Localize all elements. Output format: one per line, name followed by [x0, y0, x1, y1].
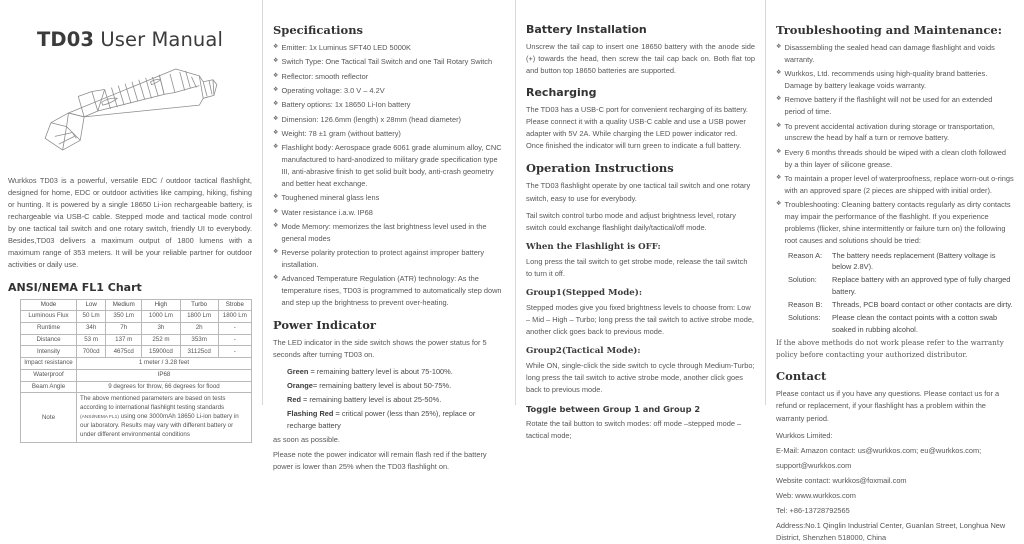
level-label: Green — [287, 367, 309, 376]
group1-text: Stepped modes give you fixed brightness levels to choose from: Low – Mid – High – Turbo; long press the tail switch to active strobe mode, another click goes back to previous mode. — [526, 302, 754, 336]
reason-text: Please clean the contact points with a cotton swab soaked in rubbing alcohol. — [832, 313, 998, 335]
list-item: ❖ Switch Type: One Tactical Tail Switch and one Tail Rotary Switch — [273, 56, 505, 68]
reason-label: Reason B: — [788, 300, 823, 310]
list-item: ❖ Toughened mineral glass lens — [273, 192, 505, 204]
list-item: ❖ Dimension: 126.6mm (length) x 28mm (head diameter) — [273, 114, 505, 126]
reason-text: Threads, PCB board contact or other contacts are dirty. — [832, 300, 1013, 310]
cell: 137 m — [106, 334, 142, 346]
col-high: High — [142, 299, 180, 311]
col-low: Low — [77, 299, 106, 311]
specifications-list — [273, 42, 505, 309]
toggle-groups-text: Rotate the tail button to switch modes: off mode –stepped mode – tactical mode; — [526, 419, 742, 441]
troubleshooting-heading: Troubleshooting and Maintenance: — [776, 23, 1002, 37]
cell: 7h — [106, 322, 142, 334]
cell: 34h — [77, 322, 106, 334]
power-level-red — [273, 394, 505, 406]
level-label: Orange — [287, 380, 313, 390]
col-strobe: Strobe — [218, 299, 251, 311]
power-indicator-heading: Power Indicator — [273, 317, 376, 332]
cell: 1 meter / 3.28 feet — [77, 358, 252, 370]
row-label: Impact resistance — [21, 358, 77, 370]
list-item: ❖ Reflector: smooth reflector — [273, 71, 505, 83]
note-text-2: using one 3000mAh 18650 Li-ion battery in our laboratory. Results may vary with different battery or under different environmental conditions — [80, 413, 239, 439]
row-label: Distance — [21, 334, 77, 346]
troubleshooting-list — [776, 42, 1014, 247]
list-item: ❖ Troubleshooting: Cleaning battery contacts regularly as dirty contacts may impair the performance of the flashlight. If you experience problems (flicker, shine intermittently or failure turn on) the following root causes and solutions should be tried: — [776, 199, 1014, 246]
col-turbo: Turbo — [180, 299, 218, 311]
cell: 350 Lm — [106, 311, 142, 323]
note-text-1: The above mentioned parameters are based on tests according to international flashlight testing standards — [80, 395, 226, 412]
level-text: = remaining battery level is about 50-75%. — [312, 380, 452, 390]
reason-row — [788, 274, 1014, 298]
column-operation — [515, 0, 765, 441]
cell: 2h — [180, 322, 218, 334]
toggle-groups-heading: Toggle between Group 1 and Group 2 — [526, 404, 701, 415]
cell: 3h — [142, 322, 180, 334]
cell: 700cd — [77, 346, 106, 358]
title-rest: User Manual — [100, 28, 223, 51]
cell: - — [218, 322, 251, 334]
list-item: ❖ Battery options: 1x 18650 Li-Ion battery — [273, 99, 505, 111]
list-item: ❖ Reverse polarity protection to protect against improper battery installation. — [273, 247, 505, 271]
page-title — [8, 28, 252, 51]
cell: 1800 Lm — [218, 311, 251, 323]
power-indicator-tail: as soon as possible. — [273, 434, 340, 444]
row-label: Intensity — [21, 346, 77, 358]
cell: 1800 Lm — [180, 311, 218, 323]
contact-tel: Tel: +86-13728792565 — [776, 505, 850, 515]
reason-text: The battery needs replacement (Battery voltage is below 2.8V). — [832, 250, 996, 272]
power-level-flashing-red — [273, 408, 505, 432]
ansi-chart-heading: ANSI/NEMA FL1 Chart — [8, 280, 142, 294]
table-header-row — [21, 299, 252, 311]
level-text: = remaining battery level is about 75-100%. — [310, 367, 453, 376]
power-level-orange — [273, 380, 505, 392]
list-item: ❖ Advanced Temperature Regulation (ATR) technology: As the temperature rises, TD03 is programmed to automatically step down and step up the brightness to prevent over-heating. — [273, 273, 505, 309]
group1-heading: Group1(Stepped Mode): — [526, 287, 642, 298]
cell: 9 degrees for throw, 66 degrees for flood — [77, 381, 252, 393]
reason-row — [788, 312, 1014, 336]
reason-row — [788, 250, 1014, 274]
operation-p1: The TD03 flashlight operate by one tactical tail switch and one rotary switch, easy to use for everybody. — [526, 181, 751, 203]
column-specifications — [262, 0, 515, 472]
contact-email-support: support@wurkkos.com — [776, 460, 852, 470]
list-item: ❖ Flashlight body: Aerospace grade 6061 grade aluminum alloy, CNC manufactured to hard-anodized to military grade specification type III, anti-abrasive finish to get solid built body, anti-crash geometry and better heat exchange. — [273, 142, 505, 189]
contact-paragraph: Please contact us if you have any questions. Please contact us for a refund or replacement, if your flashlight has a problem within the warranty period. — [776, 389, 1000, 423]
reason-row — [788, 299, 1014, 311]
cell: 353m — [180, 334, 218, 346]
power-indicator-intro: The LED indicator in the side switch shows the power status for 5 seconds after turning TD03 on. — [273, 337, 487, 359]
list-item: ❖ Mode Memory: memorizes the last brightness level used in the general modes — [273, 221, 505, 245]
reason-label: Solution: — [788, 275, 817, 285]
troubleshooting-reasons — [776, 250, 1014, 337]
table-row — [21, 322, 252, 334]
list-item: ❖ Water resistance i.a.w. IP68 — [273, 207, 505, 219]
power-level-green — [273, 366, 505, 378]
table-row — [21, 334, 252, 346]
list-item: ❖ To maintain a proper level of waterproofness, replace worn-out o-rings with an approved spare (2 pieces are shipped with initial order). — [776, 173, 1014, 197]
troubleshooting-closing: If the above methods do not work please refer to the warranty policy before contacting your authorized distributor. — [776, 338, 1004, 359]
flashlight-off-text: Long press the tail switch to get strobe mode, release the tail switch to turn it off. — [526, 256, 748, 278]
cell: 50 Lm — [77, 311, 106, 323]
list-item: ❖ Remove battery if the flashlight will not be used for an extended period of time. — [776, 94, 1014, 118]
contact-company: Wurkkos Limited: — [776, 430, 833, 440]
list-item: ❖ To prevent accidental activation during storage or transportation, unscrew the head by half a turn or remove battery. — [776, 121, 1014, 145]
level-label: Flashing Red — [287, 408, 334, 418]
ansi-fl1-table — [20, 299, 252, 444]
level-text: = remaining battery level is about 25-50%. — [303, 394, 442, 404]
intro-paragraph: Wurkkos TD03 is a powerful, versatile EDC / outdoor tactical flashlight, designed for home, EDC or outdoor activities like camping, hiking, fishing or hunting. It is powered by a single 18650 Li-ion rechargeable battery, is rechargeable via USB-C cable. Stepped mode and tactical mode control by one tactical tail switch and one rotary switch, friendly UI to everybody. Besides,TD03 delivers a maximum output of 1800 lumens with a maximum range of 353 meters. It will be your reliable partner for outdoor activities or daily use. — [8, 176, 252, 270]
cell: 15900cd — [142, 346, 180, 358]
battery-installation-heading: Battery Installation — [526, 23, 647, 36]
col-medium: Medium — [106, 299, 142, 311]
contact-web: Web: www.wurkkos.com — [776, 490, 856, 500]
recharging-text: The TD03 has a USB-C port for convenient recharging of its battery. Please connect it with a quality USB-C cable and use a USB power adapter with 5V 2A. While charging the LED power indicator red. Once finished the indicator will turn green to indicate a full battery. — [526, 105, 748, 151]
group2-heading: Group2(Tactical Mode): — [526, 346, 641, 356]
table-row — [21, 346, 252, 358]
flashlight-off-heading: When the Flashlight is OFF: — [526, 241, 661, 252]
cell: 1000 Lm — [142, 311, 180, 323]
row-label: Luminous Flux — [21, 311, 77, 323]
cell: 31125cd — [180, 346, 218, 358]
note-cell — [77, 393, 252, 443]
cell: IP68 — [77, 369, 252, 381]
contact-heading: Contact — [776, 369, 827, 384]
table-row — [21, 311, 252, 323]
cell: - — [218, 334, 251, 346]
contact-website-email: Website contact: wurkkos@foxmail.com — [776, 475, 907, 485]
contact-address: Address:No.1 Qinglin Industrial Center, Guanlan Street, Longhua New District, Shenzhen 518000, China — [776, 520, 1006, 543]
col-mode: Mode — [21, 299, 77, 311]
reason-text: Replace battery with an approved type of fully charged battery. — [832, 275, 1011, 297]
group2-text: While ON, single-click the side switch to cycle through Medium-Turbo; long press the tail switch to active strobe mode, another click goes back to previous mode. — [526, 361, 755, 395]
cell: - — [218, 346, 251, 358]
note-standard: (ANSI/NEMA FL1) — [80, 415, 119, 421]
cell: 252 m — [142, 334, 180, 346]
reason-label: Solutions: — [788, 313, 821, 323]
power-indicator-note: Please note the power indicator will remain flash red if the battery power is lower than 25% when the TD03 flashlight on. — [273, 449, 487, 472]
list-item: ❖ Weight: 78 ±1 gram (without battery) — [273, 128, 505, 140]
recharging-heading: Recharging — [526, 86, 597, 100]
row-label: Waterproof — [21, 369, 77, 381]
level-label: Red — [287, 394, 301, 404]
level-text: = critical power (less than 25%), replace or recharge battery — [287, 408, 476, 430]
table-row-span — [21, 381, 252, 393]
note-label: Note — [21, 393, 77, 443]
list-item: ❖ Emitter: 1x Luminus SFT40 LED 5000K — [273, 42, 505, 54]
specifications-heading: Specifications — [273, 23, 364, 37]
list-item: ❖ Operating voltage: 3.0 V – 4.2V — [273, 85, 505, 97]
flashlight-illustration — [8, 51, 252, 171]
list-item: ❖ Disassembling the sealed head can damage flashlight and voids warranty. — [776, 42, 1014, 66]
cell: 4675cd — [106, 346, 142, 358]
row-label: Beam Angle — [21, 381, 77, 393]
operation-instructions-heading: Operation Instructions — [526, 161, 674, 176]
list-item: ❖ Wurkkos, Ltd. recommends using high-quality brand batteries. Damage by battery leakage voids warranty. — [776, 68, 1014, 92]
column-overview — [0, 0, 262, 439]
table-row-span — [21, 369, 252, 381]
table-row-span — [21, 358, 252, 370]
row-label: Runtime — [21, 322, 77, 334]
contact-email-amazon: E-Mail: Amazon contact: us@wurkkos.com; eu@wurkkos.com; — [776, 445, 982, 455]
column-troubleshooting — [765, 0, 1024, 543]
battery-installation-text: Unscrew the tail cap to insert one 18650 battery with the anode side (+) towards the head, then screw the tail cap back on. Both flat top and button top 18650 batteries are supported. — [526, 42, 755, 76]
title-model: TD03 — [37, 28, 95, 51]
cell: 53 m — [77, 334, 106, 346]
reason-label: Reason A: — [788, 250, 823, 260]
operation-p2: Tail switch control turbo mode and adjust brightness level, rotary switch could exchange flashlight daily/tactical/off mode. — [526, 210, 736, 232]
table-note-row — [21, 393, 252, 443]
list-item: ❖ Every 6 months threads should be wiped with a clean cloth followed by a thin layer of silicone grease. — [776, 147, 1014, 171]
